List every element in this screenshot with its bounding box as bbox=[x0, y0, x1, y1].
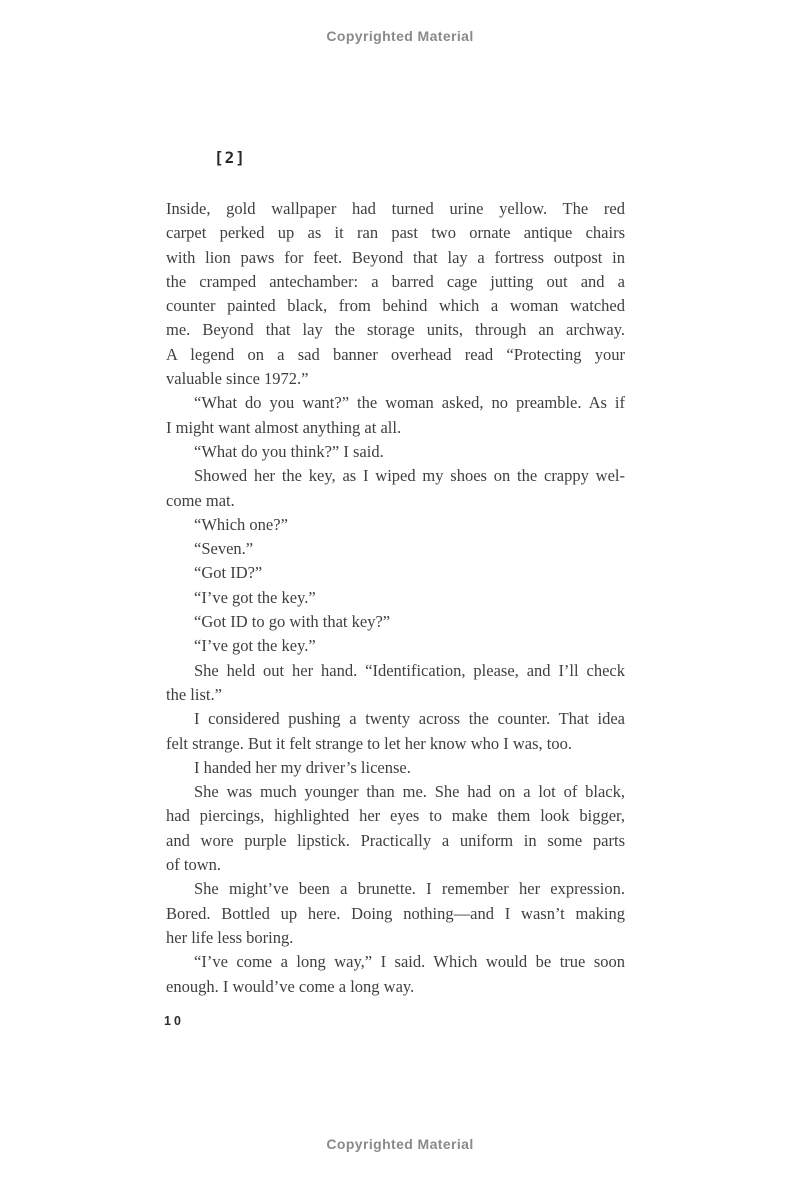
text-line: I considered pushing a twenty across the counter. That idea bbox=[194, 709, 625, 729]
paragraph bbox=[166, 537, 625, 561]
paragraph bbox=[166, 659, 625, 708]
paragraph bbox=[166, 197, 625, 391]
paragraph bbox=[166, 610, 625, 634]
text-line: “I’ve got the key.” bbox=[194, 587, 316, 607]
text-line: me. Beyond that lay the storage units, through an archway. bbox=[166, 320, 625, 340]
text-line: “Which one?” bbox=[194, 514, 288, 534]
page-number: 10 bbox=[164, 1014, 184, 1028]
text-line: She held out her hand. “Identification, please, and I’ll check bbox=[194, 660, 625, 680]
paragraph bbox=[166, 464, 625, 513]
text-line: her life less boring. bbox=[166, 927, 294, 947]
paragraph bbox=[166, 634, 625, 658]
text-line: of town. bbox=[166, 855, 221, 875]
text-line: I handed her my driver’s license. bbox=[194, 757, 411, 777]
text-line: She was much younger than me. She had on a lot of black, bbox=[194, 782, 625, 802]
text-line: the cramped antechamber: a barred cage jutting out and a bbox=[166, 271, 625, 291]
text-line: “I’ve come a long way,” I said. Which would be true soon bbox=[194, 952, 625, 972]
text-line: come mat. bbox=[166, 490, 235, 510]
copyright-notice-bottom: Copyrighted Material bbox=[326, 1136, 474, 1152]
copyright-notice-top: Copyrighted Material bbox=[326, 28, 474, 44]
paragraph bbox=[166, 440, 625, 464]
text-line: enough. I would’ve come a long way. bbox=[166, 976, 415, 996]
paragraph bbox=[166, 707, 625, 756]
text-line: carpet perked up as it ran past two ornate antique chairs bbox=[166, 223, 625, 243]
text-line: “What do you think?” I said. bbox=[194, 441, 384, 461]
paragraph bbox=[166, 561, 625, 585]
paragraph bbox=[166, 586, 625, 610]
text-line: “Got ID to go with that key?” bbox=[194, 612, 391, 632]
paragraph bbox=[166, 513, 625, 537]
text-line: valuable since 1972.” bbox=[166, 369, 309, 389]
text-line: “Seven.” bbox=[194, 539, 254, 559]
page-body bbox=[166, 197, 625, 999]
text-line: and wore purple lipstick. Practically a uniform in some parts bbox=[166, 830, 625, 850]
text-line: “Got ID?” bbox=[194, 563, 263, 583]
paragraph bbox=[166, 950, 625, 999]
text-line: Bored. Bottled up here. Doing nothing—and I wasn’t making bbox=[166, 903, 625, 923]
chapter-number: [2] bbox=[214, 148, 246, 167]
text-line: A legend on a sad banner overhead read “Protecting your bbox=[166, 344, 625, 364]
text-line: Inside, gold wallpaper had turned urine yellow. The red bbox=[166, 199, 625, 218]
text-line: “What do you want?” the woman asked, no preamble. As if bbox=[194, 393, 625, 413]
text-line: with lion paws for feet. Beyond that lay a fortress outpost in bbox=[166, 247, 625, 267]
text-line: Showed her the key, as I wiped my shoes on the crappy wel- bbox=[194, 466, 625, 486]
text-line: felt strange. But it felt strange to let her know who I was, too. bbox=[166, 733, 572, 753]
text-line: the list.” bbox=[166, 684, 222, 704]
paragraph bbox=[166, 877, 625, 950]
text-line: I might want almost anything at all. bbox=[166, 417, 402, 437]
text-line: She might’ve been a brunette. I remember her expression. bbox=[194, 879, 625, 899]
text-line: “I’ve got the key.” bbox=[194, 636, 316, 656]
paragraph bbox=[166, 780, 625, 877]
paragraph bbox=[166, 756, 625, 780]
text-line: had piercings, highlighted her eyes to make them look bigger, bbox=[166, 806, 625, 826]
text-line: counter painted black, from behind which a woman watched bbox=[166, 296, 625, 316]
paragraph bbox=[166, 391, 625, 440]
